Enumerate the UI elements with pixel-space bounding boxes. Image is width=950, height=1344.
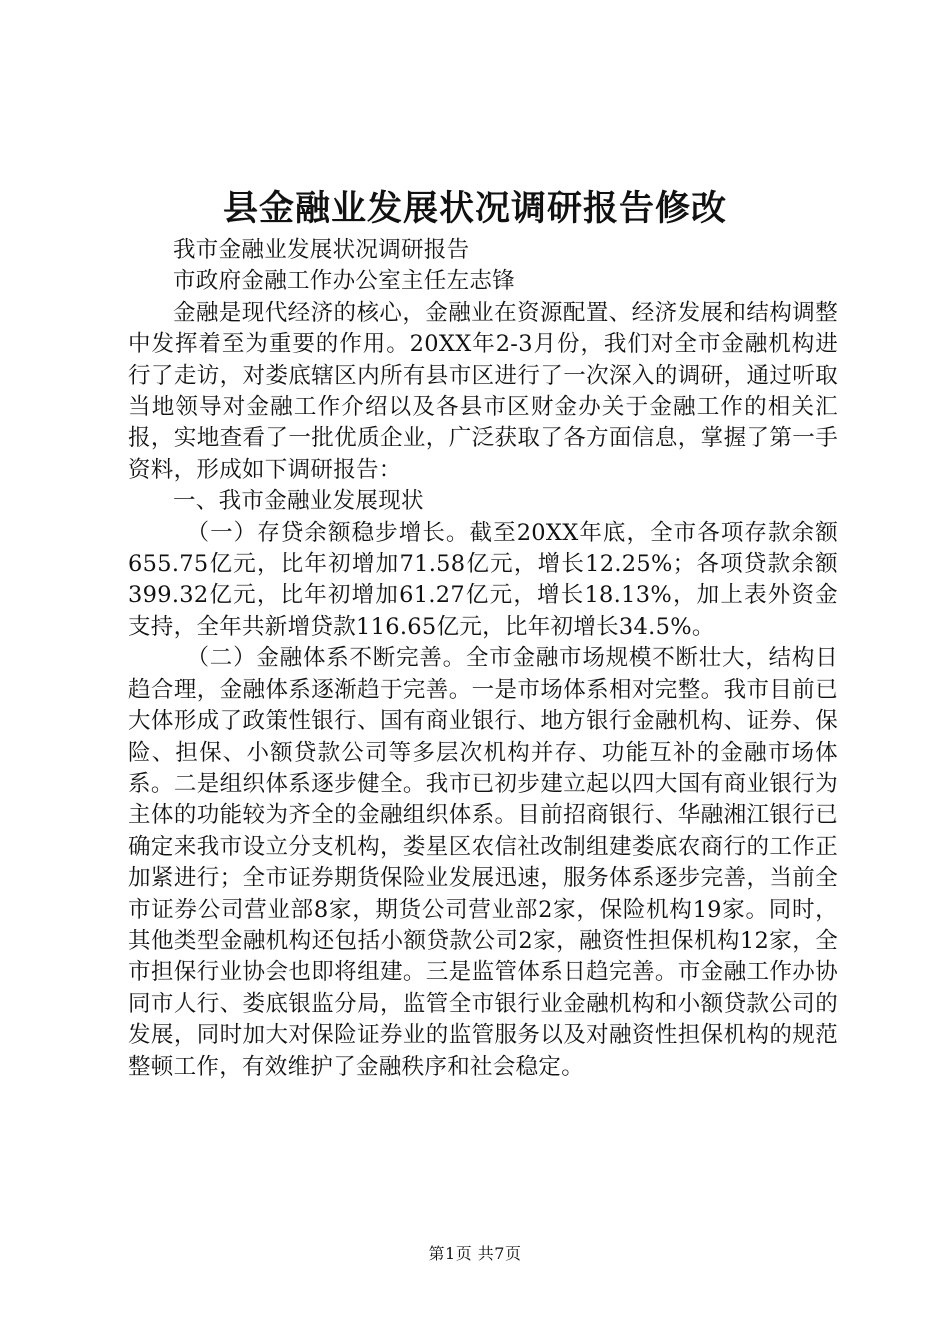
page-footer: 第1页 共7页 bbox=[428, 1244, 522, 1263]
paragraph-financial-system: （二）金融体系不断完善。全市金融市场规模不断壮大，结构日趋合理，金融体系逐渐趋于完善。一是市场体系相对完整。我市目前已大体形成了政策性银行、国有商业银行、地方银行金融机构、证券、保险、担保、小额贷款公司等多层次机构并存、功能互补的金融市场体系。二是组织体系逐步健全。我市已初步建立起以四大国有商业银行为主体的功能较为齐全的金融组织体系。目前招商银行、华融湘江银行已确定来我市设立分支机构，娄星区农信社改制组建娄底农商行的工作正加紧进行；全市证券期货保险业发展迅速，服务体系逐步完善，当前全市证券公司营业部8家，期货公司营业部2家，保险机构19家。同时，其他类型金融机构还包括小额贷款公司2家，融资性担保机构12家，全市担保行业协会也即将组建。三是监管体系日趋完善。市金融工作办协同市人行、娄底银监分局，监管全市银行业金融机构和小额贷款公司的发展，同时加大对保险证券业的监管服务以及对融资性担保机构的规范整顿工作，有效维护了金融秩序和社会稳定。 bbox=[128, 645, 838, 1080]
section-heading: 一、我市金融业发展现状 bbox=[173, 488, 424, 515]
intro-paragraph: 金融是现代经济的核心，金融业在资源配置、经济发展和结构调整中发挥着至为重要的作用。20XX年2-3月份，我们对全市金融机构进行了走访，对娄底辖区内所有县市区进行了一次深入的调研，通过听取当地领导对金融工作介绍以及各县市区财金办关于金融工作的相关汇报，实地查看了一批优质企业，广泛获取了各方面信息，掌握了第一手资料，形成如下调研报告： bbox=[128, 299, 838, 483]
paragraph-deposits-loans: （一）存贷余额稳步增长。截至20XX年底，全市各项存款余额655.75亿元，比年初增加71.58亿元，增长12.25%；各项贷款余额399.32亿元，比年初增加61.27亿元，增长18.13%，加上表外资金支持，全年共新增贷款116.65亿元，比年初增长34.5%。 bbox=[128, 519, 838, 640]
document-body bbox=[128, 235, 838, 1083]
report-author: 市政府金融工作办公室主任左志锋 bbox=[173, 268, 516, 295]
document-title: 县金融业发展状况调研报告修改 bbox=[222, 188, 727, 229]
report-subtitle: 我市金融业发展状况调研报告 bbox=[173, 237, 470, 263]
